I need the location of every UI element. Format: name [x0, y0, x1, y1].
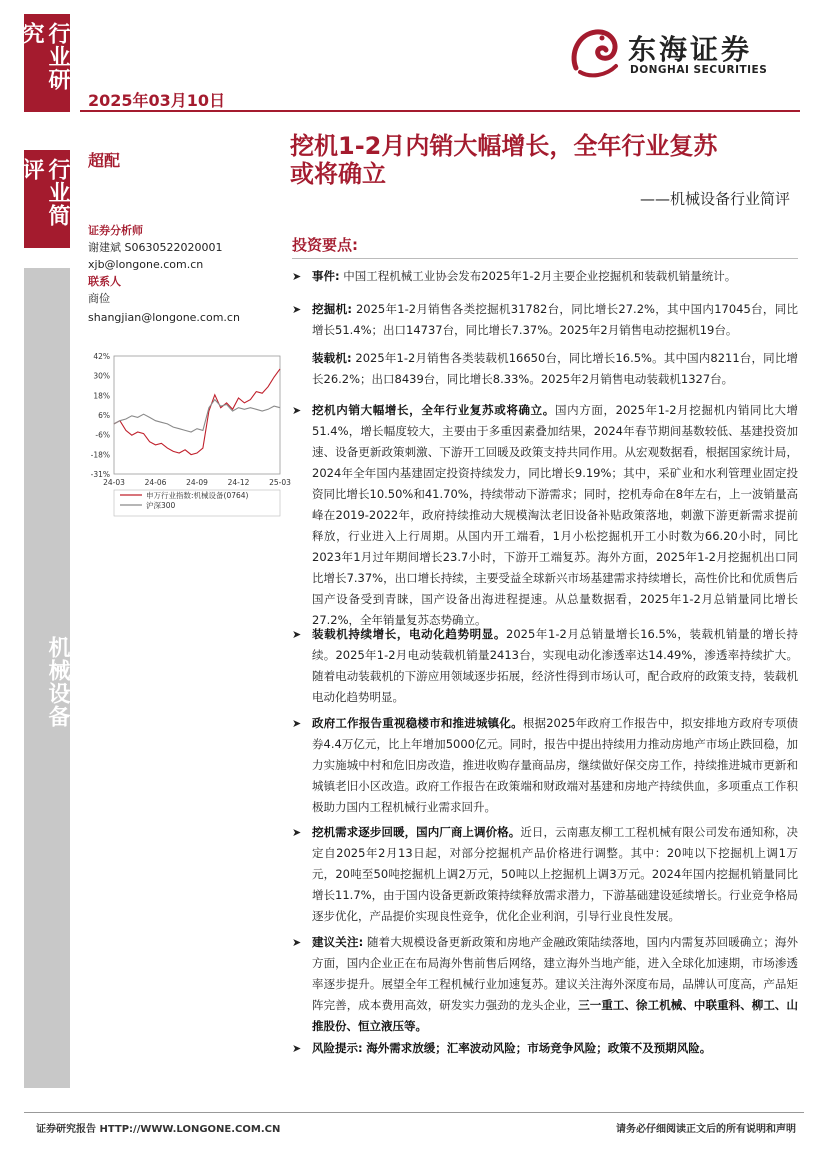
header-divider — [80, 110, 800, 112]
dragon-emblem-icon — [566, 24, 624, 82]
chart-series-line-1 — [114, 400, 280, 432]
side-tab-label: 行业研究 — [19, 22, 70, 91]
bullet-arrow-icon: ➤ — [292, 303, 302, 316]
footer-divider — [24, 1112, 804, 1113]
analyst-info — [88, 222, 278, 326]
paragraph-text: 2025年1-2月销售各类装载机16650台，同比增长16.5%。其中国内8211台，同比增长26.2%；出口8439台，同比增长8.33%。2025年2月销售电动装载机1327台。 — [312, 351, 798, 386]
chart-x-tick-label: 24-06 — [144, 478, 167, 487]
chart-x-tick-label: 24-03 — [103, 478, 125, 487]
paragraph-excavator — [292, 299, 798, 341]
chart-y-tick-label: 30% — [93, 371, 110, 381]
chart-series-line-0 — [114, 369, 280, 455]
paragraph-text: 2025年1-2月销售各类挖掘机31782台，同比增长27.2%，其中国内17045台，同比增长51.4%；出口14737台，同比增长7.37%。2025年2月销售电动挖掘机19台。 — [312, 302, 798, 337]
paragraph-government-report — [292, 713, 798, 818]
side-tab-label: 行业简评 — [19, 158, 70, 227]
paragraph-domestic-sales — [292, 400, 798, 631]
paragraph-lead: 挖机内销大幅增长，全年行业复苏或将确立。 — [312, 403, 555, 417]
side-tab-industry-brief — [19, 150, 70, 248]
chart-y-tick-label: -31% — [90, 470, 110, 479]
chart-legend-label: 申万行业指数:机械设备(0764) — [146, 491, 249, 500]
chart-y-tick-label: -6% — [95, 430, 110, 440]
bullet-arrow-icon: ➤ — [292, 628, 302, 641]
key-points-divider — [292, 258, 798, 259]
paragraph-lead: 风险提示: — [312, 1041, 363, 1055]
paragraph-text: 2025年1-2月总销量增长16.5%，装载机销量的增长持续。2025年1-2月电动装载机销量2413台，实现电动化渗透率达14.49%，渗透率持续扩大。随着电动装载机的下游应用领域逐步拓展，经济性得到市场认可，配合政府的政策支持，装载机电动化趋势明显。 — [312, 627, 798, 704]
paragraph-lead: 装载机: — [312, 351, 352, 365]
paragraph-loader-growth — [292, 624, 798, 708]
paragraph-text: 根据2025年政府工作报告中，拟安排地方政府专项债券4.4万亿元，比上年增加5000亿元。同时，报告中提出持续用力推动房地产市场止跌回稳，加力实施城中村和危旧房改造，推进收购存量商品房，继续做好保交房工作，持续推进城市更新和城镇老旧小区改造。政府工作报告在政策端和财政端对基建和房地产持续供血，多项重点工作积极助力国内工程机械行业需求回升。 — [312, 716, 799, 814]
report-date: 2025年03月10日 — [88, 91, 226, 110]
company-logo — [566, 24, 806, 84]
paragraph-event — [292, 266, 798, 287]
chart-y-tick-label: 18% — [93, 391, 110, 401]
contact-email[interactable]: shangjian@longone.com.cn — [88, 311, 240, 324]
rating: 超配 — [88, 151, 121, 170]
key-points-heading: 投资要点: — [292, 236, 358, 254]
paragraph-lead: 装载机持续增长，电动化趋势明显。 — [312, 627, 507, 641]
paragraph-price-increase — [292, 822, 798, 927]
paragraph-lead: 事件: — [312, 269, 340, 283]
analyst-name-cert: 谢建斌 S0630522020001 — [88, 241, 223, 254]
logo-cn-text: 东海证券 — [628, 33, 753, 66]
chart-plot-area — [114, 356, 280, 474]
chart-x-tick-label: 24-12 — [227, 478, 250, 487]
report-title — [290, 132, 800, 188]
title-line-2: 或将确立 — [290, 160, 386, 188]
chart-y-tick-label: -18% — [90, 450, 110, 460]
chart-legend-label: 沪深300 — [146, 501, 176, 510]
contact-name: 商俭 — [88, 292, 110, 305]
paragraph-lead: 挖掘机: — [312, 302, 352, 316]
side-tab-industry-research — [19, 14, 70, 112]
paragraph-text: 随着大规模设备更新政策和房地产金融政策陆续落地，国内内需复苏回暖确立；海外方面，国内企业正在布局海外售前售后网络，建立海外当地产能，进入全球化加速期，市场渗透率逐步提升。展望全年工程机械行业加速复苏。建议关注海外深度布局，品牌认可度高，产品矩阵完善，成本费用高效，研发实力强劲的龙头企业， — [312, 935, 798, 1012]
analyst-heading: 证券分析师 — [88, 224, 143, 237]
performance-chart — [84, 346, 291, 518]
title-line-1: 挖机1-2月内销大幅增长，全年行业复苏 — [290, 132, 718, 160]
report-subtitle: ——机械设备行业简评 — [639, 190, 790, 208]
paragraph-lead: 建议关注: — [312, 935, 364, 949]
bullet-arrow-icon: ➤ — [292, 270, 302, 283]
paragraph-text: 近日，云南惠友柳工工程机械有限公司发布通知称，决定自2025年2月13日起，对部分挖掘机产品价格进行调整。其中：20吨以下挖掘机上调1万元，20吨至50吨挖掘机上调2万元，50吨以上挖掘机上调3万元。2024年国内挖掘机销量同比增长11.7%，由于国内设备更新政策持续释放需求潜力，下游基础建设延续增长。行业竞争格局逐步优化，产品提价实现良性竞争，优化企业利润，引导行业良性发展。 — [312, 825, 799, 923]
bullet-arrow-icon: ➤ — [292, 717, 302, 730]
paragraph-risks: 海外需求放缓；汇率波动风险；市场竞争风险；政策不及预期风险。 — [366, 1041, 712, 1055]
paragraph-text: 中国工程机械工业协会发布2025年1-2月主要企业挖掘机和装载机销量统计。 — [339, 269, 737, 283]
chart-x-tick-label: 24-09 — [186, 478, 208, 487]
side-tab-label: 机械设备 — [45, 636, 70, 728]
paragraph-recommendation — [292, 932, 798, 1037]
chart-y-tick-label: 6% — [98, 411, 110, 420]
bullet-arrow-icon: ➤ — [292, 826, 302, 839]
paragraph-companies: 三一重工、徐工机械、中联重科、柳工、山推股份、恒立液压等。 — [312, 998, 799, 1033]
bullet-arrow-icon: ➤ — [292, 936, 302, 949]
bullet-arrow-icon: ➤ — [292, 1042, 302, 1055]
chart-y-tick-label: 42% — [93, 352, 110, 361]
footer-right: 请务必仔细阅读正文后的所有说明和声明 — [616, 1124, 796, 1135]
paragraph-risk — [292, 1038, 798, 1059]
paragraph-loader — [292, 348, 798, 390]
side-tab-machinery — [24, 268, 70, 1088]
paragraph-lead: 挖机需求逐步回暖，国内厂商上调价格。 — [312, 825, 521, 839]
analyst-email[interactable]: xjb@longone.com.cn — [88, 258, 204, 271]
contact-heading: 联系人 — [88, 275, 121, 288]
logo-en-text: DONGHAI SECURITIES — [630, 64, 768, 76]
paragraph-text: 国内方面，2025年1-2月挖掘机内销同比大增51.4%，增长幅度较大，主要由于多重因素叠加结果，2024年春节期间基数较低、基建投资加速、设备更新政策刺激、下游开工回暖及政策支持共同作用。从宏观数据看，根据国家统计局，2024年全年国内基建固定投资持续发力，同比增长9.19%；其中，采矿业和水利管理业固定投资同比增长10.50%和41.70%，持续带动下游需求；同时，挖机寿命在8年左右，上一波销量高峰在2019-2022年，政府持续推动大规模淘汰老旧设备补贴政策落地，刺激下游更新需求提前释放，行业进入上行周期。从国内开工端看，1月小松挖掘机开工小时数为66.20小时，同比2023年1月过年期间增长23.7小时，下游开工端复苏。海外方面，2025年1-2月挖掘机出口同比增长7.37%，出口增长持续，主要受益全球新兴市场基建需求持续增长，高性价比和优质售后国产设备受到青睐，国产设备出海进程提速。从总量数据看，2025年1-2月总销量同比增长27.2%，全年销量复苏态势确立。 — [312, 403, 799, 627]
bullet-arrow-icon: ➤ — [292, 404, 302, 417]
footer-left[interactable]: 证券研究报告 HTTP://WWW.LONGONE.COM.CN — [36, 1124, 281, 1135]
chart-x-tick-label: 25-03 — [269, 478, 291, 487]
paragraph-lead: 政府工作报告重视稳楼市和推进城镇化。 — [312, 716, 523, 730]
